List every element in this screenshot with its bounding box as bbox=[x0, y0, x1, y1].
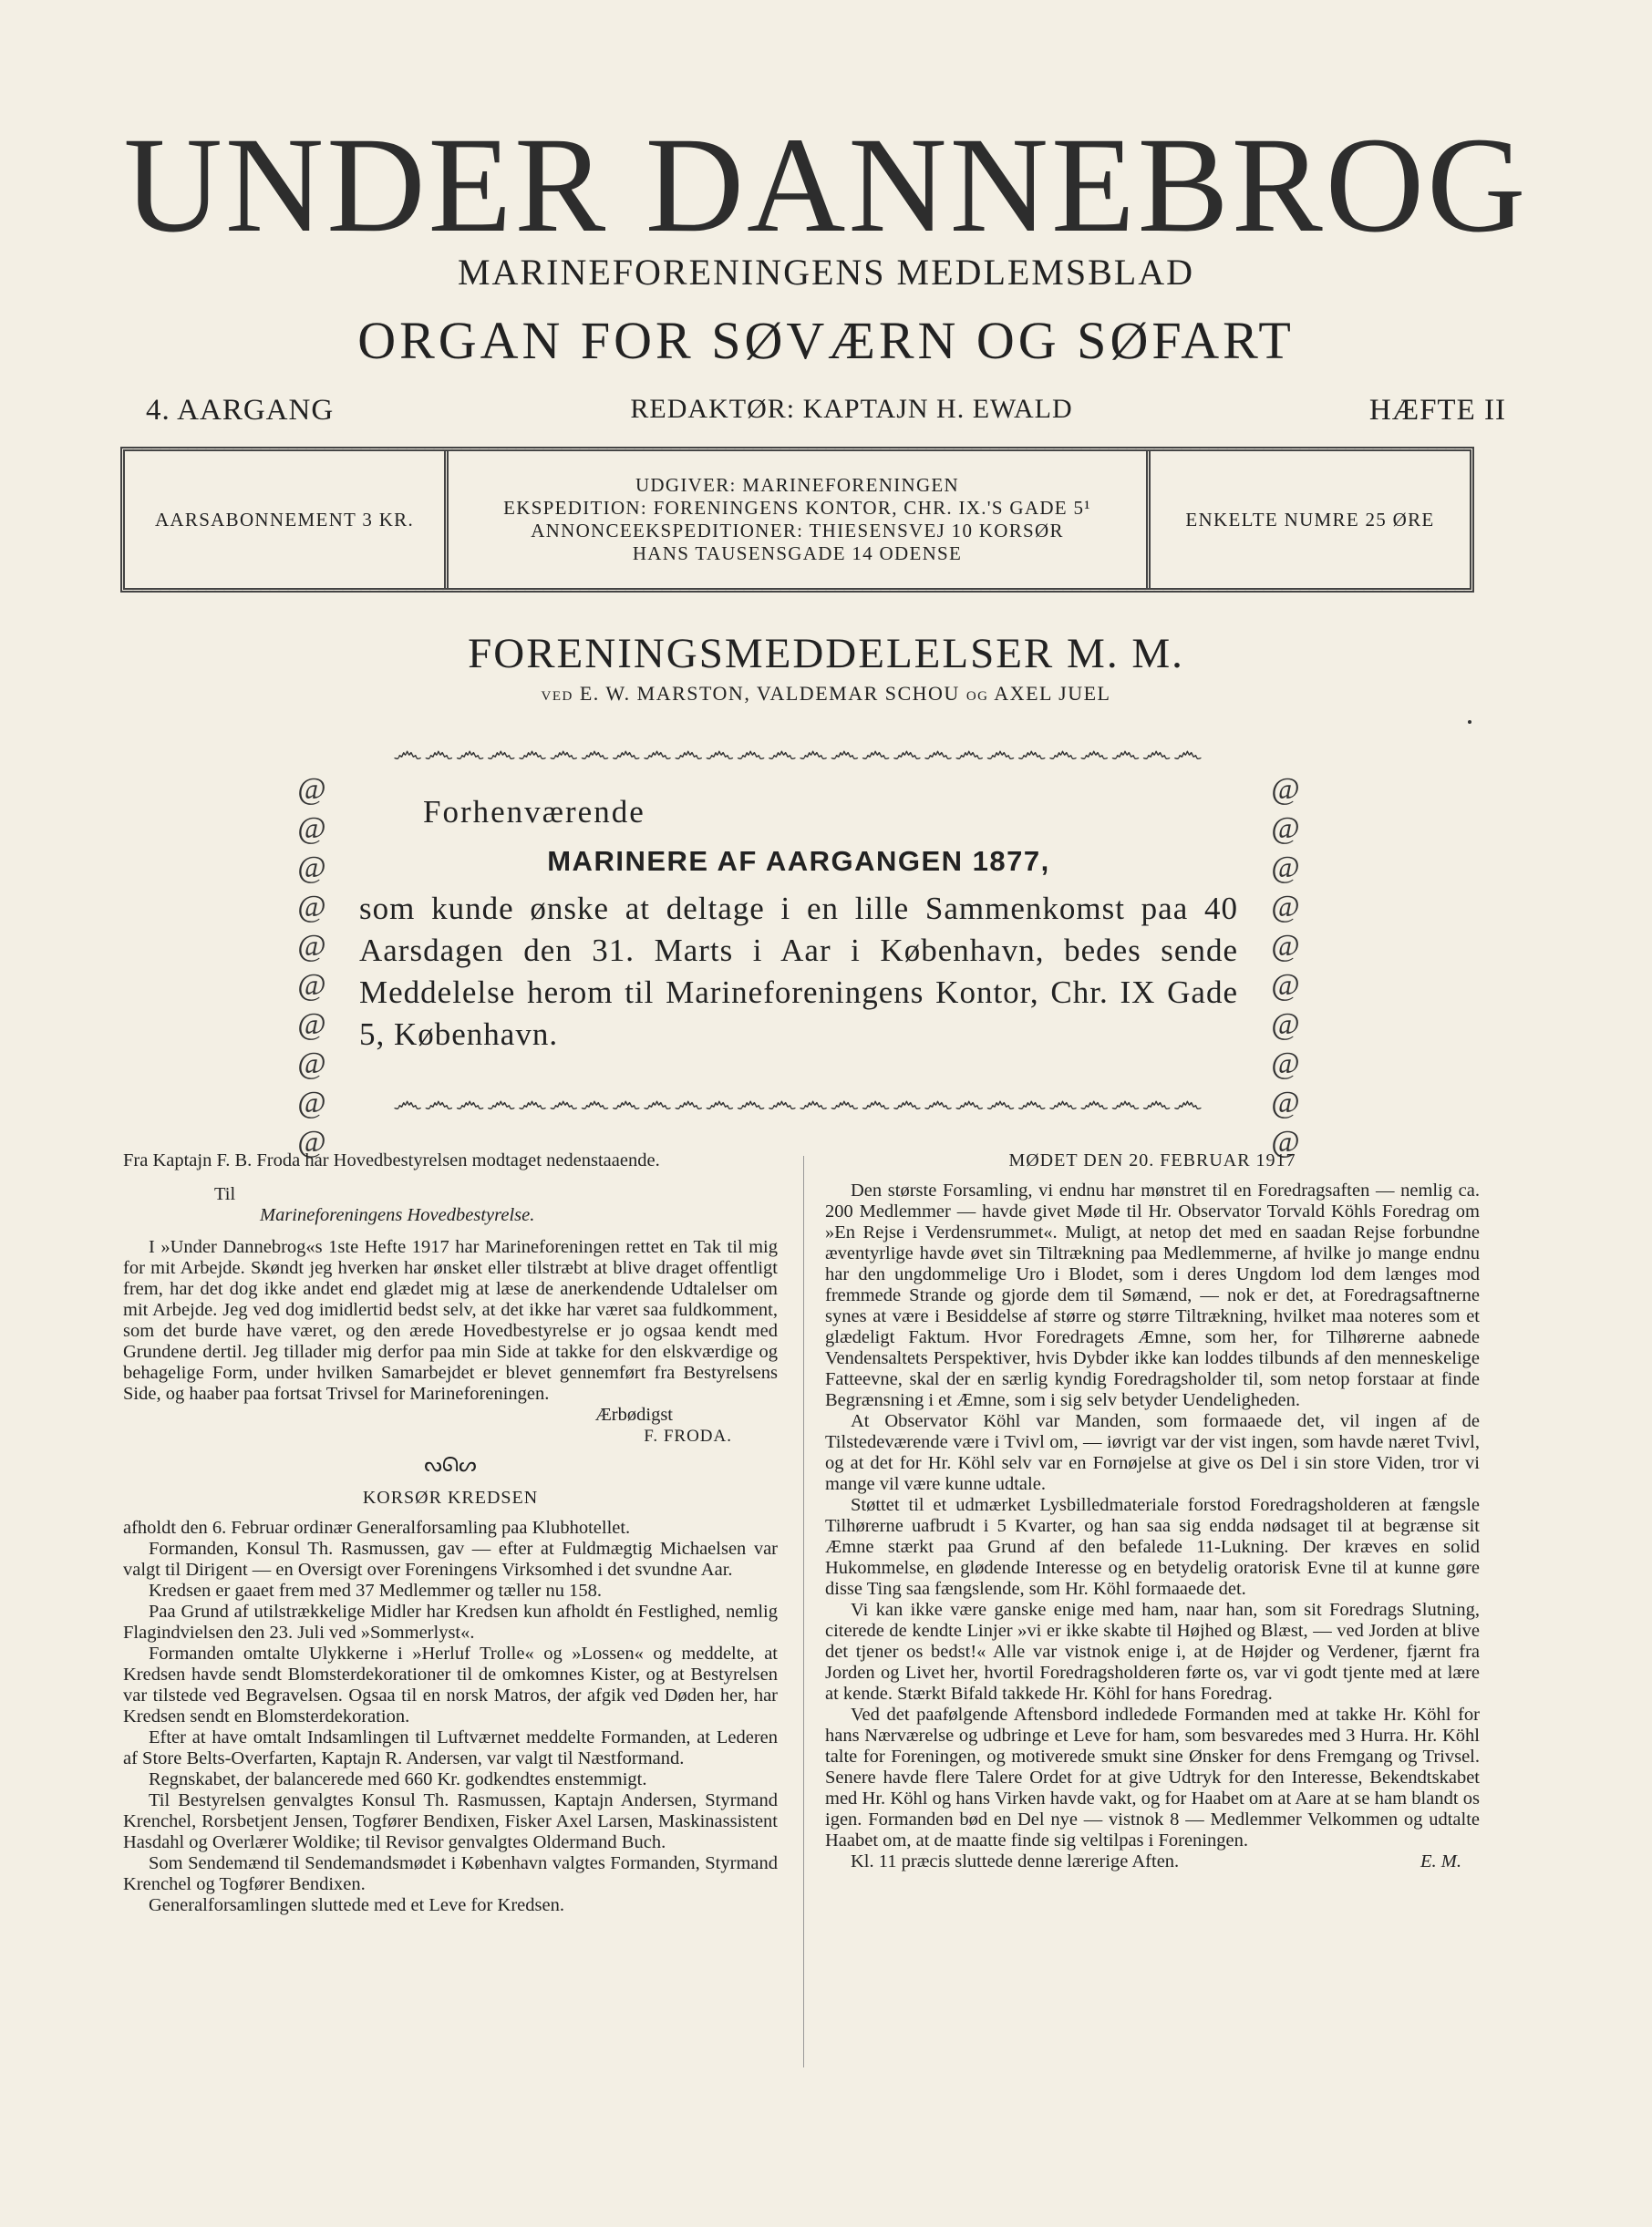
letter-to-line: Til bbox=[214, 1184, 236, 1204]
notice-content bbox=[359, 791, 1238, 1074]
korsor-paragraph: Formanden omtalte Ulykkerne i »Herluf Trolle« og »Lossen« og meddelte, at Kredsen havde sendt Blomsterdekorationer til de omkomnes Kister, og at Bestyrelsen var tilstede ved Begravelsen. Ogsaa til en norsk Matros, der afgik ved Døden her, har Kredsen sendt en Blomsterdekoration. bbox=[123, 1644, 778, 1727]
right-column bbox=[825, 1150, 1480, 1872]
ads-line-2: HANS TAUSENSGADE 14 ODENSE bbox=[632, 542, 963, 564]
meeting-paragraph: Den største Forsamling, vi endnu har mønstret til en Foredragsaften — nemlig ca. 200 Medlemmer — havde givet Møde til Hr. Observator Torvald Köhls Foredrag om »En Rejse i Verdensrummet«. Muligt, at netop det med en saadan Rejse forbundne æventyrlige havde øvet sin Tiltrækning paa Medlemmerne, af hvilke jo mange endnu har den ungdommelige Uro i Blodet, som i deres Ungdom lod dem længes mod fremmede Strande og gjorde dem til Sømænd, — nok er det, at Foredragsaftnerne synes at være i Besiddelse af større og større Tiltrækning, hvilket maa noteres som et glædeligt Faktum. Hvor Foredragets Æmne, som her, for Tilhørerne aabnede Vendensaltets Perspektiver, hvis Dybder ikke kan loddes tilbunds af den menneskelige Fatteevne, skal der en særlig kyndig Foredragsholder til, som netop forstaar at finde Begrænsning i et Æmne, som i sig selv betyder Uendeligheden. bbox=[825, 1181, 1480, 1410]
korsor-paragraph: Til Bestyrelsen genvalgtes Konsul Th. Rasmussen, Kaptajn Andersen, Styrmand Krenchel, Rorsbetjent Jensen, Togfører Bendixen, Fisker Axel Larsen, Maskinassistent Hasdahl og Overlærer Woldike; til Revisor genvalgtes Oldermand Buch. bbox=[123, 1790, 778, 1852]
korsor-paragraph: Paa Grund af utilstrækkelige Midler har Kredsen kun afholdt én Festlighed, nemlig Flagindvielsen den 23. Juli ved »Sommerlyst«. bbox=[123, 1602, 778, 1643]
single-issue-price: ENKELTE NUMRE 25 ØRE bbox=[1185, 508, 1435, 531]
column-divider bbox=[803, 1156, 804, 2067]
volume-label: 4. AARGANG bbox=[146, 394, 335, 427]
section-byline bbox=[0, 682, 1652, 706]
ink-spot bbox=[1468, 720, 1471, 724]
ornament-border-left: @@@@@@@@@@ bbox=[297, 772, 326, 1159]
ornament-border-bottom: ෴෴෴෴෴෴෴෴෴෴෴෴෴෴෴෴෴෴෴෴෴෴෴෴෴෴ bbox=[392, 1086, 1205, 1119]
masthead-title: UNDER DANNEBROG bbox=[123, 109, 1529, 261]
letter-signature: F. FRODA. bbox=[644, 1427, 732, 1446]
author-initials: E. M. bbox=[1420, 1851, 1461, 1871]
left-column bbox=[123, 1150, 778, 1916]
byline-names: E. W. MARSTON, VALDEMAR SCHOU bbox=[579, 682, 960, 705]
subscription-price: AARSABONNEMENT 3 KR. bbox=[154, 508, 415, 531]
byline-ved: VED bbox=[541, 689, 573, 704]
masthead-subtitle: MARINEFORENINGENS MEDLEMSBLAD bbox=[457, 252, 1195, 293]
notice-intro: Forhenværende bbox=[423, 794, 645, 830]
ornament-border-right: @@@@@@@@@@ bbox=[1271, 772, 1300, 1159]
flourish-ornament: ᔓᘏᔕ bbox=[424, 1453, 477, 1476]
subscription-cell bbox=[125, 451, 449, 588]
publication-info-box bbox=[120, 447, 1474, 593]
publisher-cell bbox=[449, 451, 1151, 588]
letter-recipient: Marineforeningens Hovedbestyrelse. bbox=[260, 1205, 535, 1225]
letter-body: I »Under Dannebrog«s 1ste Hefte 1917 har Marineforeningen rettet en Tak til mig for mit Arbejde. Skøndt jeg hverken har ønsket eller tilstræbt at blive draget offentligt frem, har det dog ikke andet end glædet mig at læse de anerkendende Udtalelser om mit Arbejde. Jeg ved dog imidlertid bedst selv, at det ikke har været saa fuldkomment, som det burde have været, og den ærede Hovedbestyrelse er jo ogsaa kendt med Grundene dertil. Jeg tillader mig derfor paa min Side at takke for den elskværdige og behagelige Form, under hvilken Samarbejdet er blevet gennemført fra Bestyrelsens Side, og haaber paa fortsat Trivsel for Marineforeningen. bbox=[123, 1237, 778, 1404]
section-title: FORENINGSMEDDELELSER M. M. bbox=[468, 630, 1184, 677]
letter-closing: Ærbødigst bbox=[594, 1405, 673, 1425]
masthead-organ-line: ORGAN FOR SØVÆRN OG SØFART bbox=[357, 311, 1295, 370]
expedition-line: EKSPEDITION: FORENINGENS KONTOR, CHR. IX.'S GADE 5¹ bbox=[503, 497, 1091, 519]
korsor-paragraph: Efter at have omtalt Indsamlingen til Luftværnet meddelte Formanden, at Lederen af Store Belts-Overfarten, Kaptajn R. Andersen, var valgt til Næstformand. bbox=[123, 1727, 778, 1768]
single-price-cell bbox=[1151, 451, 1470, 588]
publisher-line: UDGIVER: MARINEFORENINGEN bbox=[635, 474, 960, 496]
editor-label: REDAKTØR: KAPTAJN H. EWALD bbox=[630, 394, 1073, 424]
notice-body: som kunde ønske at deltage i en lille Sammenkomst paa 40 Aarsdagen den 31. Marts i Aar i København, bedes sende Meddelelse herom til Marineforeningens Kontor, Chr. IX Gade 5, København. bbox=[359, 891, 1238, 1052]
byline-names-2: AXEL JUEL bbox=[994, 682, 1111, 705]
letter-intro: Fra Kaptajn F. B. Froda har Hovedbestyrelsen modtaget nedenstaaende. bbox=[123, 1150, 660, 1170]
byline-og: OG bbox=[965, 689, 989, 704]
masthead-meta-line bbox=[146, 394, 1506, 428]
ornament-border-top: ෴෴෴෴෴෴෴෴෴෴෴෴෴෴෴෴෴෴෴෴෴෴෴෴෴෴ bbox=[392, 736, 1205, 769]
meeting-paragraph: Ved det paafølgende Aftensbord indledede Formanden med at takke Hr. Köhl for hans Nærværelse og udbringe et Leve for ham, som besvaredes med 3 Hurra. Hr. Köhl talte for Foreningen, og motiverede smukt sine Ønsker for dens Fremgang og Trivsel. Senere havde flere Talere Ordet for at give Udtryk for den Interesse, Bekendtskabet med Hr. Köhl og hans Virken havde vakt, og for Haabet om at Aare at se ham blandt os igen. Formanden bød en Del nye — vistnok 8 — Medlemmer Velkommen og udtalte Haabet om, at de maatte finde sig veltilpas i Foreningen. bbox=[825, 1705, 1480, 1851]
korsor-paragraph: afholdt den 6. Februar ordinær Generalforsamling paa Klubhotellet. bbox=[123, 1518, 631, 1538]
meeting-paragraph: At Observator Köhl var Manden, som formaaede det, vil ingen af de Tilstedeværende være i Tvivl om, — iøvrigt var der vist ingen, som havde næret Tvivl, og at det for Hr. Köhl selv var en Fornøjelse at give os Del i sin store Viden, tror vi mange vil være kunne udtale. bbox=[825, 1411, 1480, 1494]
meeting-paragraph: Støttet til et udmærket Lysbilledmateriale forstod Foredragsholderen at fængsle Tilhørerne uafbrudt i 5 Kvarter, og han saa sig endda nødsaget til at begrænse sit Æmne stærkt paa Grund af den befalede 11-Lukning. Der kræves en solid Hukommelse, en glødende Interesse og en betydelig oratorisk Evne til at kunne gøre disse Ting saa fængslende, som Hr. Köhl formaaede det. bbox=[825, 1495, 1480, 1599]
korsor-paragraph: Generalforsamlingen sluttede med et Leve for Kredsen. bbox=[149, 1895, 564, 1915]
ads-line: ANNONCEEKSPEDITIONER: THIESENSVEJ 10 KORSØR bbox=[531, 520, 1064, 541]
ornamental-notice-box bbox=[294, 736, 1304, 1159]
korsor-paragraph: Regnskabet, der balancerede med 660 Kr. godkendtes enstemmigt. bbox=[149, 1769, 647, 1789]
issue-label: HÆFTE II bbox=[1368, 394, 1506, 427]
korsor-heading: KORSØR KREDSEN bbox=[362, 1488, 539, 1508]
korsor-paragraph: Som Sendemænd til Sendemandsmødet i København valgtes Formanden, Styrmand Krenchel og Togfører Bendixen. bbox=[123, 1853, 778, 1894]
meeting-closing-line bbox=[825, 1851, 1480, 1872]
closing-text: Kl. 11 præcis sluttede denne lærerige Aften. bbox=[851, 1851, 1180, 1871]
notice-heading: MARINERE AF AARGANGEN 1877, bbox=[547, 845, 1050, 877]
korsor-paragraph: Kredsen er gaaet frem med 37 Medlemmer og tæller nu 158. bbox=[149, 1581, 602, 1601]
korsor-paragraph: Formanden, Konsul Th. Rasmussen, gav — efter at Fuldmægtig Michaelsen var valgt til Dirigent — en Oversigt over Foreningens Virksomhed i det svundne Aar. bbox=[123, 1539, 778, 1580]
meeting-paragraph: Vi kan ikke være ganske enige med ham, naar han, som sit Foredrags Slutning, citerede de kendte Linjer »vi er ikke skabte til Højhed og Blæst, — ved Jorden at blive det tjener os bedst!« Alle var vistnok enige i, at de Højder og Verdener, fjærnt fra Jorden og Livet her, hvortil Foredragsholderen førte os, var vi godt tjente med at lære at kende. Stærkt Bifald takkede Hr. Köhl for hans Foredrag. bbox=[825, 1600, 1480, 1704]
meeting-heading: MØDET DEN 20. FEBRUAR 1917 bbox=[1008, 1150, 1296, 1170]
